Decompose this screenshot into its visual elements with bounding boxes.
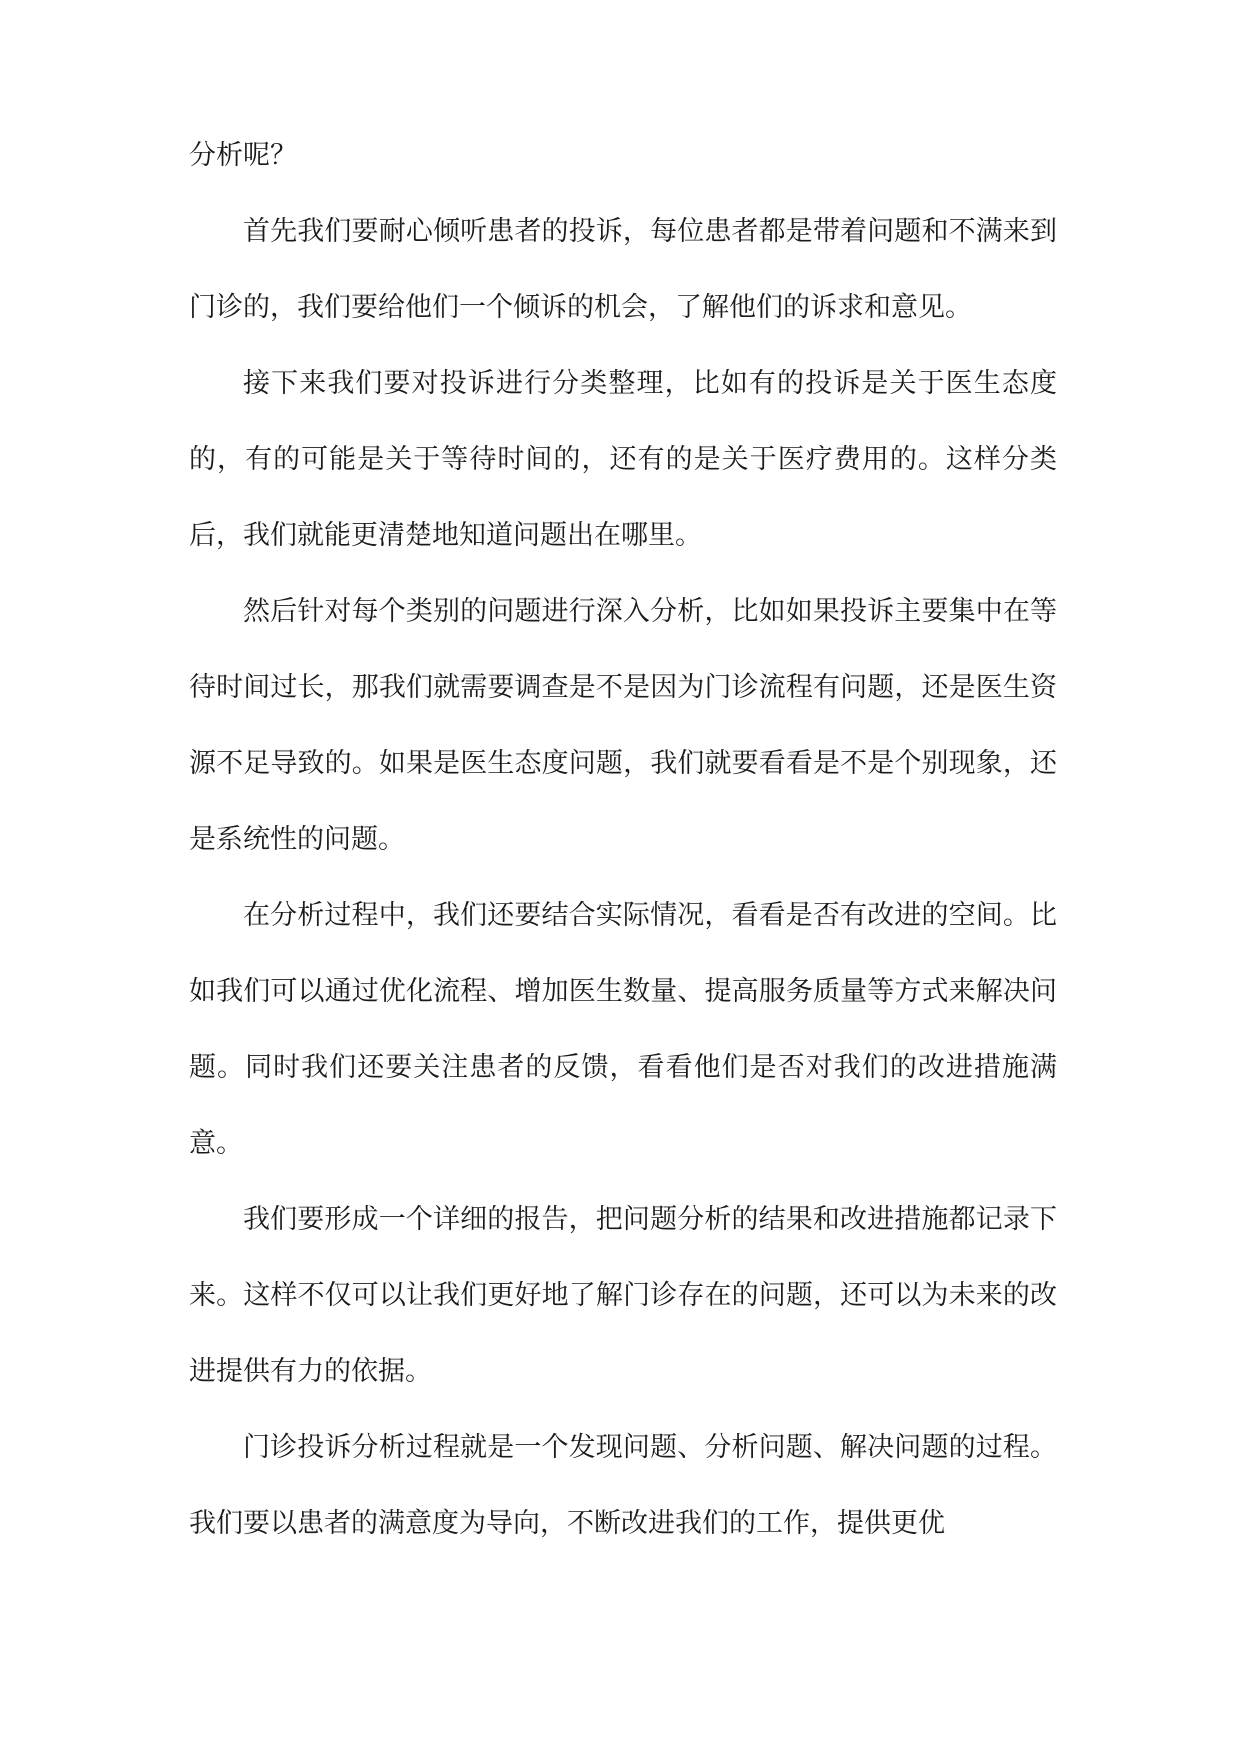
document-body (189, 118, 1057, 1562)
paragraph-summary: 门诊投诉分析过程就是一个发现问题、分析问题、解决问题的过程。我们要以患者的满意度为导向，不断改进我们的工作，提供更优 (189, 1432, 1057, 1539)
paragraph-classify-complaints: 接下来我们要对投诉进行分类整理，比如有的投诉是关于医生态度的，有的可能是关于等待时间的，还有的是关于医疗费用的。这样分类后，我们就能更清楚地知道问题出在哪里。 (189, 368, 1057, 551)
paragraph-in-depth-analysis: 然后针对每个类别的问题进行深入分析，比如如果投诉主要集中在等待时间过长，那我们就需要调查是不是因为门诊流程有问题，还是医生资源不足导致的。如果是医生态度问题，我们就要看看是不是个别现象，还是系统性的问题。 (189, 596, 1057, 855)
paragraph-improvement-space: 在分析过程中，我们还要结合实际情况，看看是否有改进的空间。比如我们可以通过优化流程、增加医生数量、提高服务质量等方式来解决问题。同时我们还要关注患者的反馈，看看他们是否对我们的改进措施满意。 (189, 900, 1057, 1159)
paragraph-continuation: 分析呢？ (189, 140, 297, 171)
paragraph-listen-to-complaints: 首先我们要耐心倾听患者的投诉，每位患者都是带着问题和不满来到门诊的，我们要给他们一个倾诉的机会，了解他们的诉求和意见。 (189, 216, 1057, 323)
paragraph-detailed-report: 我们要形成一个详细的报告，把问题分析的结果和改进措施都记录下来。这样不仅可以让我们更好地了解门诊存在的问题，还可以为未来的改进提供有力的依据。 (189, 1204, 1057, 1387)
